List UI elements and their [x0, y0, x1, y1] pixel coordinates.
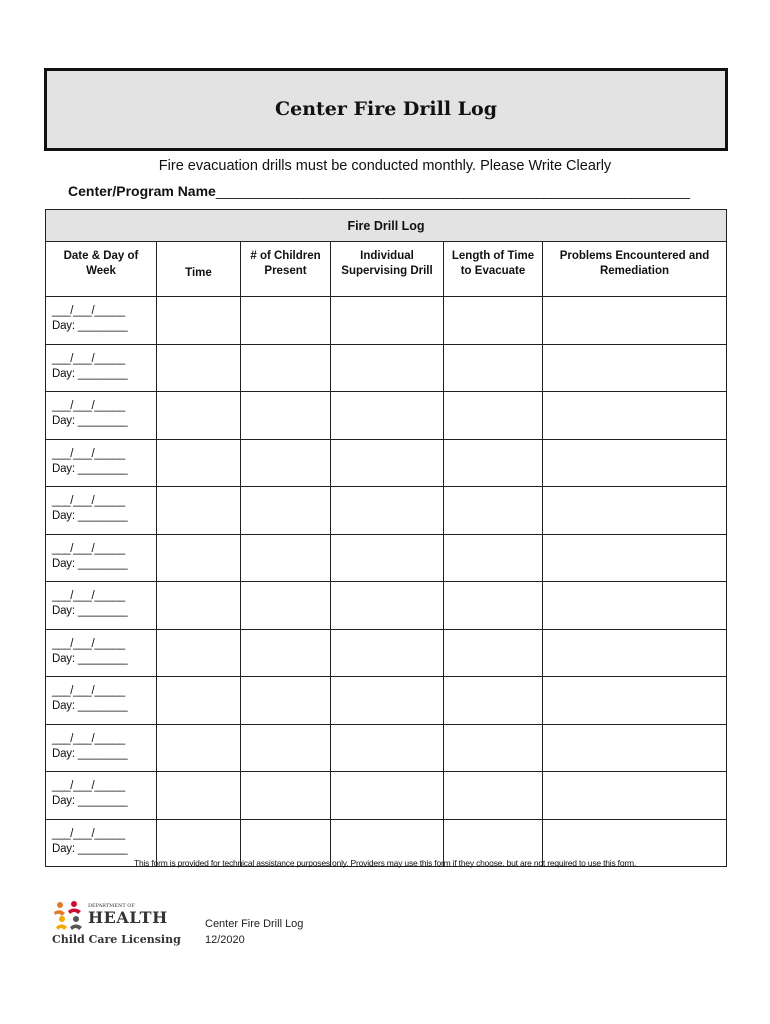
children-cell[interactable]	[241, 344, 331, 392]
header-date	[46, 242, 157, 297]
time-cell[interactable]	[157, 392, 241, 440]
problems-cell[interactable]	[543, 582, 727, 630]
date-blank[interactable]: ___/___/_____	[52, 400, 125, 412]
table-row	[46, 629, 727, 677]
day-blank[interactable]: Day: ________	[52, 320, 128, 332]
date-cell[interactable]	[46, 297, 157, 345]
fire-drill-log-table	[45, 209, 727, 867]
children-cell[interactable]	[241, 724, 331, 772]
children-cell[interactable]	[241, 392, 331, 440]
length-cell[interactable]	[444, 724, 543, 772]
center-program-name-field[interactable]	[68, 183, 689, 199]
children-cell[interactable]	[241, 582, 331, 630]
children-cell[interactable]	[241, 487, 331, 535]
date-blank[interactable]: ___/___/_____	[52, 542, 125, 555]
header-length-line1: Length of Time	[451, 250, 535, 262]
header-problems	[543, 242, 727, 297]
time-cell[interactable]	[157, 487, 241, 535]
date-cell[interactable]	[46, 772, 157, 820]
header-length	[444, 242, 543, 297]
header-supervising-line1: Individual	[360, 250, 414, 262]
length-cell[interactable]	[444, 487, 543, 535]
day-blank[interactable]: Day: ________	[52, 842, 128, 855]
title-box	[44, 68, 728, 151]
children-cell[interactable]	[241, 534, 331, 582]
problems-cell[interactable]	[543, 392, 727, 440]
page-title: Center Fire Drill Log	[274, 98, 497, 120]
day-blank[interactable]: Day: ________	[52, 462, 128, 475]
day-blank[interactable]: Day: ________	[52, 605, 128, 617]
logo-dept-text: DEPARTMENT OF	[88, 903, 135, 909]
header-children	[241, 242, 331, 297]
children-cell[interactable]	[241, 297, 331, 345]
length-cell[interactable]	[444, 582, 543, 630]
header-date-line1: Date & Day of	[63, 250, 139, 262]
date-blank[interactable]: ___/___/_____	[52, 352, 125, 365]
health-logo	[52, 900, 181, 950]
time-cell[interactable]	[157, 677, 241, 725]
table-row	[46, 487, 727, 535]
day-blank[interactable]: Day: ________	[52, 415, 128, 427]
length-cell[interactable]	[444, 772, 543, 820]
instructions: Fire evacuation drills must be conducted monthly. Please Write Clearly	[158, 158, 612, 174]
date-cell[interactable]	[46, 582, 157, 630]
supervising-cell[interactable]	[331, 724, 444, 772]
problems-cell[interactable]	[543, 772, 727, 820]
supervising-cell[interactable]	[331, 629, 444, 677]
table-row	[46, 439, 727, 487]
header-date-line2: Week	[86, 265, 116, 277]
date-blank[interactable]: ___/___/_____	[52, 637, 125, 650]
date-blank[interactable]: ___/___/_____	[52, 590, 125, 602]
date-cell[interactable]	[46, 677, 157, 725]
logo-health-text: HEALTH	[88, 908, 168, 927]
disclaimer: This form is provided for technical assistance purposes only. Providers may use this form if they choose, but are not required to use this form.	[133, 858, 637, 868]
table-body	[46, 297, 727, 867]
date-cell[interactable]	[46, 487, 157, 535]
length-cell[interactable]	[444, 297, 543, 345]
children-cell[interactable]	[241, 772, 331, 820]
date-blank[interactable]: ___/___/_____	[52, 827, 125, 840]
time-cell[interactable]	[157, 297, 241, 345]
people-logo-icon	[52, 900, 86, 934]
length-cell[interactable]	[444, 677, 543, 725]
header-children-line2: Present	[264, 265, 307, 277]
date-blank[interactable]: ___/___/_____	[52, 685, 125, 697]
length-cell[interactable]	[444, 344, 543, 392]
date-cell[interactable]	[46, 392, 157, 440]
header-problems-line1: Problems Encountered and	[559, 250, 710, 262]
time-cell[interactable]	[157, 629, 241, 677]
date-cell[interactable]	[46, 629, 157, 677]
children-cell[interactable]	[241, 677, 331, 725]
supervising-cell[interactable]	[331, 439, 444, 487]
supervising-cell[interactable]	[331, 297, 444, 345]
footer-info	[205, 916, 303, 948]
table-row	[46, 677, 727, 725]
problems-cell[interactable]	[543, 724, 727, 772]
supervising-cell[interactable]	[331, 772, 444, 820]
problems-cell[interactable]	[543, 534, 727, 582]
date-cell[interactable]	[46, 344, 157, 392]
table-row	[46, 724, 727, 772]
time-cell[interactable]	[157, 772, 241, 820]
table-row	[46, 297, 727, 345]
day-blank[interactable]: Day: ________	[52, 747, 128, 760]
table-row	[46, 534, 727, 582]
problems-cell[interactable]	[543, 297, 727, 345]
problems-cell[interactable]	[543, 629, 727, 677]
day-blank[interactable]: Day: ________	[52, 795, 128, 807]
date-blank[interactable]: ___/___/_____	[52, 447, 125, 460]
table-row	[46, 344, 727, 392]
footer-form-name: Center Fire Drill Log	[205, 918, 304, 930]
header-children-line1: # of Children	[250, 250, 321, 262]
day-blank[interactable]: Day: ________	[52, 367, 128, 380]
date-blank[interactable]: ___/___/_____	[52, 780, 125, 792]
problems-cell[interactable]	[543, 344, 727, 392]
date-blank[interactable]: ___/___/_____	[52, 495, 125, 507]
date-blank[interactable]: ___/___/_____	[52, 305, 125, 317]
time-cell[interactable]	[157, 582, 241, 630]
time-cell[interactable]	[157, 344, 241, 392]
time-cell[interactable]	[157, 534, 241, 582]
table-row	[46, 582, 727, 630]
footer-date: 12/2020	[205, 934, 245, 946]
time-cell[interactable]	[157, 439, 241, 487]
day-blank[interactable]: Day: ________	[52, 510, 128, 522]
header-supervising	[331, 242, 444, 297]
header-supervising-line2: Supervising Drill	[341, 265, 433, 277]
length-cell[interactable]	[444, 439, 543, 487]
header-time: Time	[157, 242, 241, 297]
day-blank[interactable]: Day: ________	[52, 652, 128, 665]
header-length-line2: to Evacuate	[460, 265, 526, 277]
table-row	[46, 392, 727, 440]
date-cell[interactable]	[46, 534, 157, 582]
date-cell[interactable]	[46, 724, 157, 772]
time-cell[interactable]	[157, 724, 241, 772]
length-cell[interactable]	[444, 629, 543, 677]
length-cell[interactable]	[444, 534, 543, 582]
header-problems-line2: Remediation	[599, 265, 669, 277]
day-blank[interactable]: Day: ________	[52, 700, 128, 712]
date-blank[interactable]: ___/___/_____	[52, 732, 125, 745]
length-cell[interactable]	[444, 392, 543, 440]
problems-cell[interactable]	[543, 439, 727, 487]
table-row	[46, 772, 727, 820]
problems-cell[interactable]	[543, 677, 727, 725]
supervising-cell[interactable]	[331, 344, 444, 392]
logo-ccl-text: Child Care Licensing	[52, 933, 181, 946]
children-cell[interactable]	[241, 629, 331, 677]
supervising-cell[interactable]	[331, 487, 444, 535]
supervising-cell[interactable]	[331, 677, 444, 725]
supervising-cell[interactable]	[331, 534, 444, 582]
center-program-label: Center/Program Name	[68, 183, 216, 199]
supervising-cell[interactable]	[331, 582, 444, 630]
table-caption: Fire Drill Log	[46, 210, 727, 242]
center-program-blank[interactable]: _________________________________________________________________	[215, 183, 690, 199]
supervising-cell[interactable]	[331, 392, 444, 440]
children-cell[interactable]	[241, 439, 331, 487]
problems-cell[interactable]	[543, 487, 727, 535]
day-blank[interactable]: Day: ________	[52, 557, 128, 570]
date-cell[interactable]	[46, 439, 157, 487]
